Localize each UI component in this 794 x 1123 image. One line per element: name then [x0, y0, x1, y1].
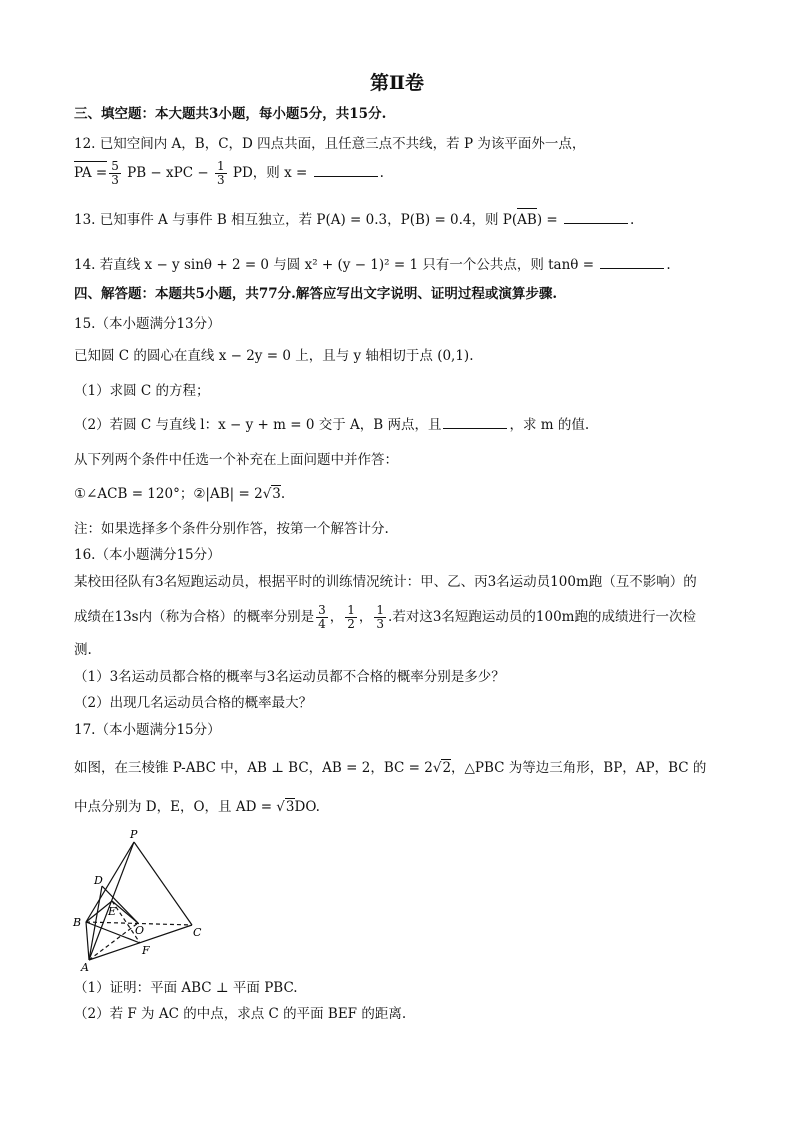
q15-note: 注：如果选择多个条件分别作答，按第一个解答计分. [74, 521, 389, 537]
q15-header: 15.（本小题满分13分） [74, 316, 221, 332]
q17-part1: （1）证明：平面 ABC ⊥ 平面 PBC. [74, 980, 298, 996]
q15-conditions: ①∠ACB = 120°；②|AB| = 2√3. [74, 486, 286, 502]
q14-answer-blank[interactable] [600, 254, 664, 269]
q12-line2: PA = $\frac{5}{3}$ PB − xPC − $\frac{1}{3}$ PD，则 x = . [74, 159, 384, 187]
q15-choose: 从下列两个条件中任选一个补充在上面问题中并作答： [74, 452, 398, 468]
tetrahedron-figure [72, 826, 212, 974]
q13-line: 13. 已知事件 A 与事件 B 相互独立，若 P(A) = 0.3，P(B) = 0.4，则 P(AB) = . [74, 209, 720, 230]
label-d: D [94, 874, 103, 887]
q16-line1: 某校田径队有3名短跑运动员，根据平时的训练情况统计：甲、乙、丙3名运动员100m跑（互不影响）的 [74, 574, 697, 590]
q15-part1: （1）求圆 C 的方程； [74, 383, 210, 399]
q15-part2: （2）若圆 C 与直线 l：x − y + m = 0 交于 A，B 两点，且 ，求 m 的值. [74, 414, 720, 435]
label-b: B [73, 916, 82, 929]
q13-text: 13. 已知事件 A 与事件 B 相互独立，若 P(A) = 0.3，P(B) = 0.4，则 P( [74, 212, 518, 228]
segment-ad [89, 886, 102, 960]
q12-mid: PB − xPC − [122, 165, 213, 181]
q12-answer-blank[interactable] [314, 162, 378, 177]
q12-suffix: PD，则 x = [228, 165, 312, 181]
q12-line1: 12. 已知空间内 A，B，C，D 四点共面，且任意三点不共线，若 P 为该平面外一点， [74, 136, 586, 152]
q13-answer-blank[interactable] [564, 209, 628, 224]
section-4-heading: 四、解答题：本题共5小题，共77分.解答应写出文字说明、证明过程或演算步骤. [74, 286, 558, 302]
label-f: F [142, 944, 150, 957]
q14-line: 14. 若直线 x − y sinθ + 2 = 0 与圆 x² + (y − 1)² = 1 只有一个公共点，则 tanθ = . [74, 254, 720, 275]
q12-frac1: $\frac{5}{3}$ [111, 159, 119, 187]
edge-pc [134, 842, 192, 925]
q14-text: 14. 若直线 x − y sinθ + 2 = 0 与圆 x² + (y − 1)² = 1 只有一个公共点，则 tanθ = [74, 257, 599, 273]
q12-prefix: PA = [74, 165, 108, 181]
q15-condition-blank[interactable] [443, 414, 507, 429]
q15-stem: 已知圆 C 的圆心在直线 x − 2y = 0 上，且与 y 轴相切于点 (0,1). [74, 348, 474, 364]
edge-ba [86, 922, 89, 960]
q16-part1: （1）3名运动员都合格的概率与3名运动员都不合格的概率分别是多少？ [74, 669, 505, 685]
label-o: O [135, 924, 145, 937]
q16-frac-jia: $\frac{3}{4}$ [318, 603, 326, 631]
label-a: A [81, 961, 89, 974]
q16-frac-bing: $\frac{1}{3}$ [376, 603, 385, 631]
q16-part2: （2）出现几名运动员合格的概率最大？ [74, 695, 313, 711]
q17-header: 17.（本小题满分15分） [74, 722, 221, 738]
q13-ab-bar: AB [517, 212, 537, 228]
label-p: P [130, 828, 138, 841]
q16-line3: 测. [74, 642, 92, 658]
q12-frac2: $\frac{1}{3}$ [216, 159, 225, 187]
q16-frac-yi: $\frac{1}{2}$ [347, 603, 355, 631]
section-3-heading: 三、填空题：本大题共3小题，每小题5分，共15分. [74, 106, 387, 122]
q16-header: 16.（本小题满分15分） [74, 547, 221, 563]
q17-line2: 中点分别为 D，E，O，且 AD = √3DO. [74, 799, 320, 815]
page-title: 第Ⅱ卷 [369, 72, 424, 94]
label-e: E [108, 905, 117, 918]
q17-line1: 如图，在三棱锥 P-ABC 中，AB ⊥ BC，AB = 2，BC = 2√2，△PBC 为等边三角形，BP，AP，BC 的 [74, 760, 707, 776]
q16-line2: 成绩在13s内（称为合格）的概率分别是 $\frac{3}{4}$ ， $\frac{1}{2}$ ， $\frac{1}{3}$ .若对这3名短跑运动员的100m跑的成绩进行一次检 [74, 603, 696, 631]
q17-part2: （2）若 F 为 AC 的中点，求点 C 的平面 BEF 的距离. [74, 1006, 407, 1022]
label-c: C [193, 926, 202, 939]
